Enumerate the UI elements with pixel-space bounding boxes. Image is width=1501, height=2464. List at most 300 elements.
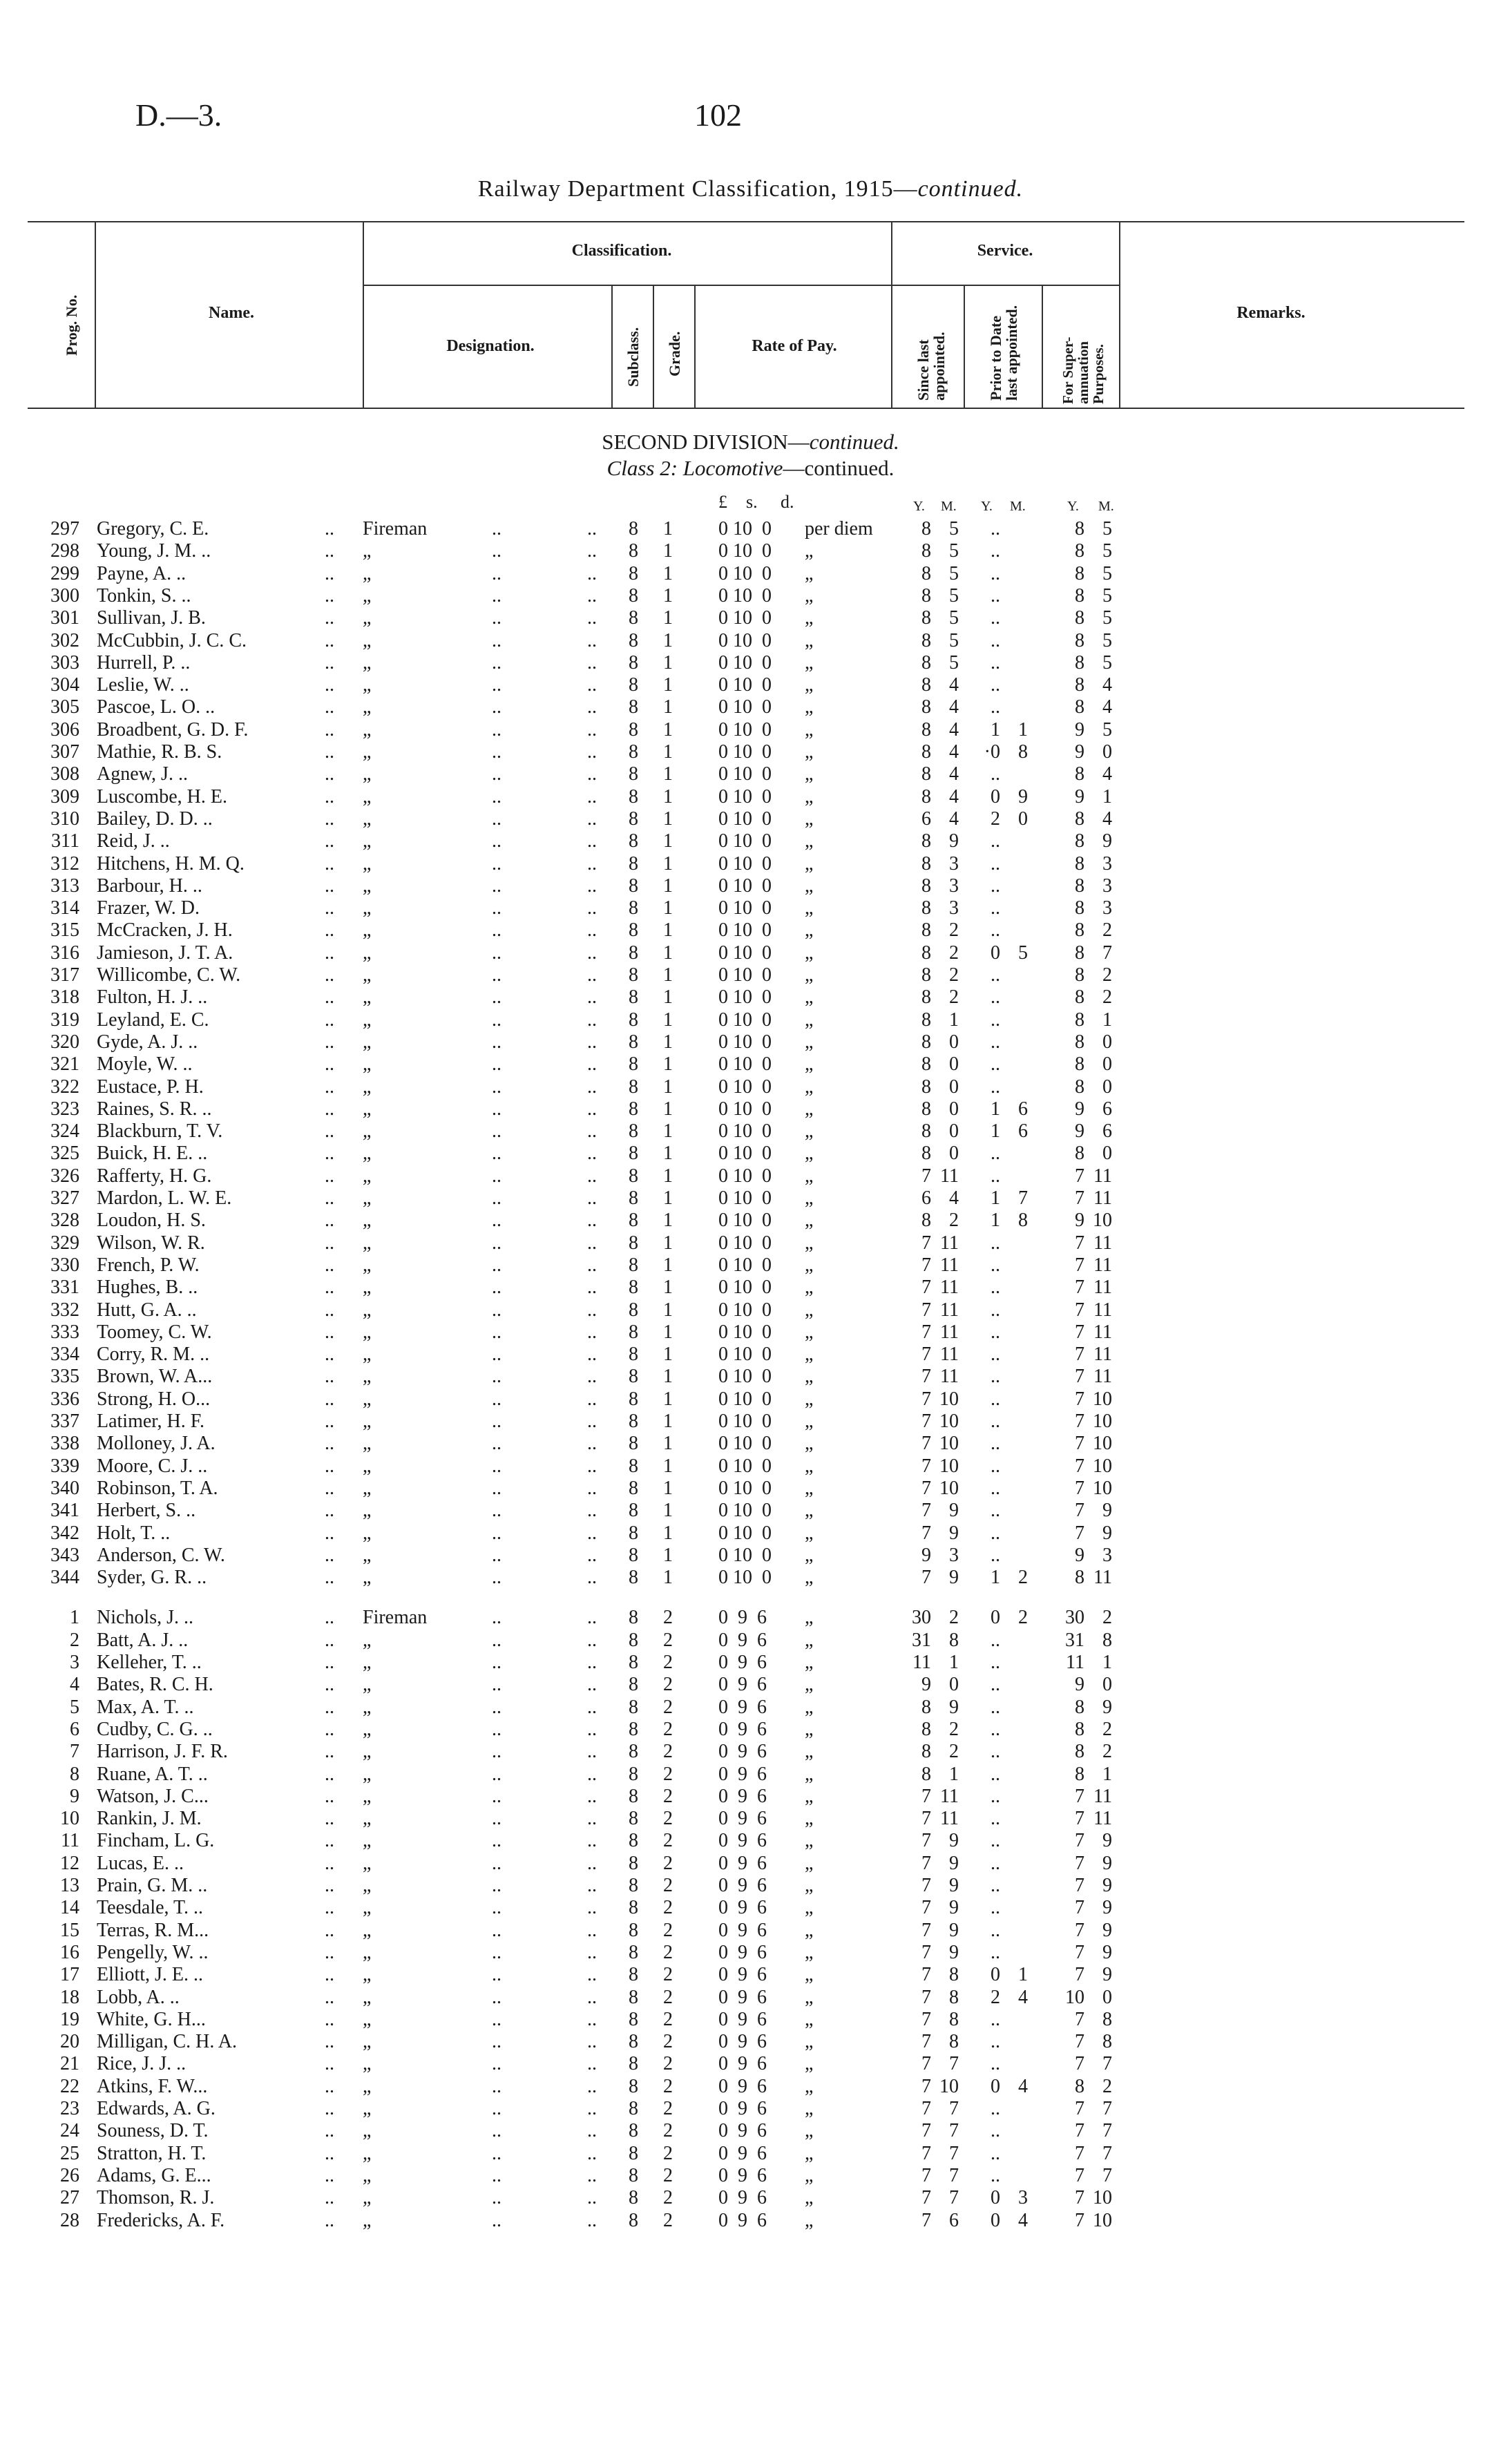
service-super-years: 7 [1075, 2187, 1084, 2209]
leader-dots: .. [587, 1143, 597, 1165]
service-since [910, 1987, 979, 2009]
service-prior [979, 830, 1049, 852]
leader-dots: .. [325, 540, 334, 562]
designation: „ [363, 2209, 372, 2231]
designation: „ [363, 1299, 372, 1321]
designation: „ [363, 1696, 372, 1718]
rate-of-pay: 0 10 0 [718, 808, 772, 830]
service-since-months: 11 [940, 1277, 959, 1299]
divider-sub [653, 285, 654, 408]
table-row [0, 1076, 1501, 1098]
service-prior-years: .. [991, 1785, 1000, 1807]
leader-dots: .. [587, 1031, 597, 1053]
page-title [0, 176, 1501, 202]
employee-name: Broadbent, G. D. F. [97, 718, 249, 741]
service-prior-years: .. [991, 1674, 1000, 1696]
service-super-years: 7 [1075, 2164, 1084, 2186]
prog-no: 328 [50, 1210, 79, 1232]
col-since-last [915, 297, 947, 401]
service-prior [979, 1674, 1049, 1696]
leader-dots: .. [325, 852, 334, 875]
service-prior-months: 1 [1018, 1964, 1028, 1986]
leader-dots: .. [492, 562, 501, 584]
service-prior [979, 1210, 1049, 1232]
leader-dots: .. [325, 1897, 334, 1919]
grade: 1 [663, 1187, 673, 1209]
prog-no: 24 [60, 2120, 79, 2142]
service-since-months: 5 [949, 651, 959, 674]
service-since-months: 6 [949, 2209, 959, 2231]
leader-dots: .. [492, 1830, 501, 1852]
pay-period: „ [805, 1299, 814, 1321]
rate-of-pay: 0 10 0 [718, 1120, 772, 1143]
service-since [910, 2143, 979, 2165]
service-prior-years: .. [991, 830, 1000, 852]
leader-dots: .. [325, 942, 334, 964]
service-since-months: 9 [949, 1897, 959, 1919]
service-super-years: 8 [1075, 562, 1084, 584]
service-prior [979, 1964, 1049, 1986]
service-since [910, 875, 979, 897]
leader-dots: .. [325, 2053, 334, 2075]
leader-dots: .. [587, 1629, 597, 1651]
service-super [1064, 674, 1133, 696]
service-super-years: 8 [1075, 852, 1084, 875]
rate-of-pay: 0 10 0 [718, 696, 772, 718]
pay-period: „ [805, 1696, 814, 1718]
prog-no: 339 [50, 1455, 79, 1477]
subclass: 8 [629, 1607, 638, 1629]
service-since-months: 0 [949, 1098, 959, 1120]
prog-no: 299 [50, 562, 79, 584]
rate-of-pay: 0 10 0 [718, 1567, 772, 1589]
service-since-years: 11 [912, 1652, 931, 1673]
subclass: 8 [629, 1232, 638, 1254]
employee-name: Souness, D. T. [97, 2120, 209, 2142]
employee-name: Barbour, H. .. [97, 875, 202, 897]
employee-name: Buick, H. E. .. [97, 1143, 208, 1165]
grade: 2 [663, 1763, 673, 1785]
service-since [910, 1053, 979, 1076]
service-super [1064, 652, 1133, 674]
service-super [1064, 1853, 1133, 1875]
subclass: 8 [629, 1897, 638, 1919]
subclass: 8 [629, 919, 638, 942]
service-since-years: 8 [921, 674, 931, 696]
designation: „ [363, 875, 372, 897]
employee-name: Hutt, G. A. .. [97, 1299, 197, 1321]
service-since-years: 7 [921, 1254, 931, 1276]
table-row [0, 1344, 1501, 1366]
grade: 2 [663, 1808, 673, 1830]
pay-period: „ [805, 2098, 814, 2119]
leader-dots: .. [587, 875, 597, 897]
service-super-months: 5 [1102, 540, 1112, 562]
service-since-months: 10 [939, 1388, 959, 1410]
service-super-months: 2 [1102, 964, 1112, 986]
service-super-months: 5 [1102, 718, 1112, 741]
table-row [0, 919, 1501, 942]
service-since [910, 1853, 979, 1875]
pay-period: „ [805, 1455, 814, 1477]
leader-dots: .. [325, 562, 334, 584]
service-prior-years: .. [991, 1500, 1000, 1522]
leader-dots: .. [587, 1477, 597, 1499]
service-since [910, 808, 979, 830]
rate-of-pay: 0 9 6 [718, 1674, 767, 1696]
pay-period: „ [805, 1652, 814, 1673]
service-prior [979, 696, 1049, 718]
col-designation: Designation. [446, 337, 535, 355]
prog-no: 5 [70, 1696, 79, 1718]
designation: „ [363, 1277, 372, 1299]
service-prior-months: 3 [1018, 2187, 1028, 2209]
leader-dots: .. [587, 763, 597, 785]
service-super [1064, 1545, 1133, 1567]
subclass: 8 [629, 696, 638, 718]
service-since [910, 518, 979, 540]
service-prior [979, 674, 1049, 696]
prog-no: 344 [50, 1567, 79, 1589]
service-super-months: 4 [1102, 674, 1112, 696]
service-prior [979, 1719, 1049, 1741]
service-prior-years: .. [991, 1477, 1000, 1499]
service-since [910, 964, 979, 986]
leader-dots: .. [325, 1567, 334, 1589]
subclass: 8 [629, 852, 638, 875]
leader-dots: .. [587, 1321, 597, 1343]
service-super-months: 11 [1093, 1165, 1112, 1187]
pay-period: „ [805, 1567, 814, 1589]
service-prior-years: .. [991, 1366, 1000, 1388]
grade: 1 [663, 1388, 673, 1410]
service-prior-years: 1 [991, 1210, 1000, 1232]
col-classification: Classification. [571, 242, 672, 260]
service-super [1064, 1433, 1133, 1455]
service-super-months: 0 [1102, 1986, 1112, 2008]
service-prior [979, 540, 1049, 562]
leader-dots: .. [325, 1232, 334, 1254]
prog-no: 12 [60, 1852, 79, 1874]
service-prior [979, 652, 1049, 674]
prog-no: 313 [50, 875, 79, 897]
pay-period: „ [805, 1986, 814, 2008]
designation: „ [363, 2053, 372, 2075]
service-since [910, 786, 979, 808]
service-since-months: 8 [949, 2031, 959, 2053]
service-since-years: 8 [921, 852, 931, 875]
service-prior-years: .. [991, 1411, 1000, 1432]
leader-dots: .. [325, 986, 334, 1009]
subclass: 8 [629, 1763, 638, 1785]
service-super-months: 7 [1102, 2142, 1112, 2164]
service-super-months: 0 [1102, 1674, 1112, 1696]
designation: „ [363, 1009, 372, 1031]
leader-dots: .. [492, 1120, 501, 1143]
service-prior [979, 1522, 1049, 1545]
pay-period: „ [805, 1897, 814, 1919]
leader-dots: .. [492, 1009, 501, 1031]
rate-of-pay: 0 10 0 [718, 607, 772, 629]
prog-no: 3 [70, 1652, 79, 1673]
service-since-months: 3 [949, 897, 959, 919]
table-row [0, 540, 1501, 562]
service-prior [979, 1277, 1049, 1299]
service-prior [979, 2210, 1049, 2232]
service-prior-months: 4 [1018, 2075, 1028, 2097]
leader-dots: .. [492, 1875, 501, 1896]
service-super [1064, 1764, 1133, 1786]
service-super-months: 5 [1102, 518, 1112, 539]
prog-no: 20 [60, 2031, 79, 2053]
service-super [1064, 2098, 1133, 2120]
service-since-years: 8 [921, 540, 931, 562]
service-since-months: 11 [940, 1321, 959, 1343]
service-since [910, 1897, 979, 1919]
prog-no: 340 [50, 1477, 79, 1499]
rate-of-pay: 0 9 6 [718, 2031, 767, 2053]
service-since [910, 1411, 979, 1433]
leader-dots: .. [587, 2187, 597, 2209]
leader-dots: .. [587, 584, 597, 607]
service-super-years: 8 [1075, 763, 1084, 785]
leader-dots: .. [492, 674, 501, 696]
table-row [0, 1053, 1501, 1076]
service-prior [979, 1897, 1049, 1919]
leader-dots: .. [492, 2098, 501, 2119]
service-super [1064, 986, 1133, 1009]
service-super [1064, 719, 1133, 741]
table-row [0, 1120, 1501, 1143]
rate-of-pay: 0 10 0 [718, 629, 772, 651]
service-prior-years: .. [991, 852, 1000, 875]
service-super [1064, 1120, 1133, 1143]
leader-dots: .. [492, 741, 501, 763]
leader-dots: .. [492, 1366, 501, 1388]
service-prior [979, 763, 1049, 785]
service-prior-years: .. [991, 1321, 1000, 1343]
rate-of-pay: 0 10 0 [718, 964, 772, 986]
employee-name: Willicombe, C. W. [97, 964, 241, 986]
service-since [910, 1964, 979, 1986]
pay-period: „ [805, 1674, 814, 1696]
table-row [0, 1299, 1501, 1321]
service-since-years: 7 [921, 2008, 931, 2030]
employee-name: Nichols, J. .. [97, 1607, 193, 1629]
prog-no: 308 [50, 763, 79, 785]
rate-of-pay: 0 10 0 [718, 741, 772, 763]
designation: „ [363, 629, 372, 651]
class-label: Class 2: [606, 456, 678, 480]
service-super [1064, 1697, 1133, 1719]
service-prior-years: .. [991, 919, 1000, 942]
leader-dots: .. [587, 741, 597, 763]
service-prior-years: 1 [991, 718, 1000, 741]
service-since-months: 11 [940, 1808, 959, 1830]
designation: „ [363, 919, 372, 942]
employee-name: Pascoe, L. O. .. [97, 696, 216, 718]
designation: „ [363, 2098, 372, 2119]
service-since [910, 1187, 979, 1210]
designation: „ [363, 1808, 372, 1830]
service-since-months: 2 [949, 919, 959, 942]
service-since-months: 5 [949, 607, 959, 629]
service-prior [979, 1741, 1049, 1763]
pay-period: „ [805, 1366, 814, 1388]
subclass: 8 [629, 1344, 638, 1366]
rate-of-pay: 0 10 0 [718, 1254, 772, 1276]
subclass: 8 [629, 1875, 638, 1896]
rate-of-pay: 0 10 0 [718, 852, 772, 875]
service-since-months: 1 [949, 1652, 959, 1673]
service-since-years: 7 [921, 1455, 931, 1477]
leader-dots: .. [325, 696, 334, 718]
pay-period: „ [805, 1941, 814, 1963]
rate-of-pay: 0 9 6 [718, 1808, 767, 1830]
service-since [910, 1210, 979, 1232]
service-super-months: 9 [1102, 1964, 1112, 1986]
leader-dots: .. [492, 1388, 501, 1410]
service-since-months: 5 [949, 518, 959, 539]
table-row [0, 1321, 1501, 1344]
prog-no: 307 [50, 741, 79, 763]
leader-dots: .. [587, 1567, 597, 1589]
employee-name: Strong, H. O... [97, 1388, 211, 1410]
service-since [910, 741, 979, 763]
service-since-years: 8 [921, 1076, 931, 1098]
service-super [1064, 518, 1133, 540]
designation: „ [363, 1210, 372, 1232]
service-since-months: 5 [949, 562, 959, 584]
col-name: Name. [209, 304, 254, 322]
employee-name: Max, A. T. .. [97, 1696, 194, 1718]
service-super [1064, 1522, 1133, 1545]
leader-dots: .. [492, 1544, 501, 1566]
service-prior-years: .. [991, 1254, 1000, 1276]
designation: „ [363, 1986, 372, 2008]
rate-of-pay: 0 10 0 [718, 1299, 772, 1321]
service-prior [979, 1254, 1049, 1277]
leader-dots: .. [325, 897, 334, 919]
service-since [910, 1433, 979, 1455]
grade: 2 [663, 1607, 673, 1629]
designation: „ [363, 785, 372, 808]
leader-dots: .. [587, 2209, 597, 2231]
service-since [910, 919, 979, 942]
designation: „ [363, 2142, 372, 2164]
leader-dots: .. [587, 2053, 597, 2075]
pay-period: „ [805, 2008, 814, 2030]
rate-of-pay: 0 10 0 [718, 1009, 772, 1031]
service-super [1064, 1942, 1133, 1964]
service-since-months: 4 [949, 741, 959, 763]
grade: 1 [663, 1433, 673, 1455]
prog-no: 306 [50, 718, 79, 741]
service-prior [979, 1076, 1049, 1098]
rate-of-pay: 0 9 6 [718, 1607, 767, 1629]
pay-period: „ [805, 1009, 814, 1031]
subclass: 8 [629, 1321, 638, 1343]
leader-dots: .. [587, 2075, 597, 2097]
rate-of-pay: 0 10 0 [718, 875, 772, 897]
leader-dots: .. [587, 718, 597, 741]
leader-dots: .. [492, 1143, 501, 1165]
service-super [1064, 2031, 1133, 2053]
leader-dots: .. [492, 830, 501, 852]
service-since-years: 7 [921, 1852, 931, 1874]
service-prior [979, 2187, 1049, 2209]
service-since-years: 7 [921, 2053, 931, 2075]
service-super-months: 0 [1102, 1076, 1112, 1098]
service-super-years: 9 [1075, 741, 1084, 763]
service-since-months: 9 [949, 1500, 959, 1522]
service-prior [979, 1764, 1049, 1786]
service-since-months: 2 [949, 1741, 959, 1763]
service-since [910, 1786, 979, 1808]
service-prior-months: 8 [1018, 1210, 1028, 1232]
service-since [910, 1545, 979, 1567]
service-prior [979, 518, 1049, 540]
table-row [0, 1143, 1501, 1165]
service-super-months: 0 [1102, 741, 1112, 763]
service-super [1064, 1187, 1133, 1210]
table-row [0, 2031, 1501, 2053]
grade: 2 [663, 2164, 673, 2186]
service-super-years: 7 [1075, 1344, 1084, 1366]
leader-dots: .. [492, 808, 501, 830]
service-super-years: 7 [1075, 1277, 1084, 1299]
service-since [910, 563, 979, 585]
leader-dots: .. [492, 584, 501, 607]
prog-no: 341 [50, 1500, 79, 1522]
subclass: 8 [629, 1919, 638, 1941]
employee-name: Batt, A. J. .. [97, 1629, 189, 1651]
leader-dots: .. [325, 2209, 334, 2231]
leader-dots: .. [492, 2075, 501, 2097]
service-super [1064, 1674, 1133, 1696]
leader-dots: .. [325, 2120, 334, 2142]
for-super-text: For Super-annuation Purposes. [1060, 336, 1107, 404]
service-super-months: 4 [1102, 808, 1112, 830]
employee-name: Rankin, J. M. [97, 1808, 202, 1830]
service-since [910, 1674, 979, 1696]
rate-of-pay: 0 9 6 [718, 2142, 767, 2164]
service-super-months: 0 [1102, 1053, 1112, 1076]
prog-no: 305 [50, 696, 79, 718]
prog-no: 18 [60, 1986, 79, 2008]
designation: „ [363, 897, 372, 919]
service-super [1064, 2165, 1133, 2187]
subclass: 8 [629, 1500, 638, 1522]
leader-dots: .. [492, 852, 501, 875]
leader-dots: .. [492, 1277, 501, 1299]
pay-period: „ [805, 1210, 814, 1232]
subclass: 8 [629, 1718, 638, 1740]
service-prior [979, 942, 1049, 964]
table-row [0, 808, 1501, 830]
service-super [1064, 563, 1133, 585]
service-since-years: 8 [921, 562, 931, 584]
table-row [0, 1388, 1501, 1411]
employee-name: Teesdale, T. .. [97, 1897, 204, 1919]
service-prior [979, 1875, 1049, 1897]
service-since-years: 8 [921, 1763, 931, 1785]
header-bottom-rule [28, 408, 1464, 409]
service-prior-years: 0 [991, 1607, 1000, 1629]
prior-to-text: Prior to Date last appointed. [987, 305, 1021, 401]
grade: 1 [663, 1411, 673, 1432]
employee-name: Hughes, B. .. [97, 1277, 198, 1299]
